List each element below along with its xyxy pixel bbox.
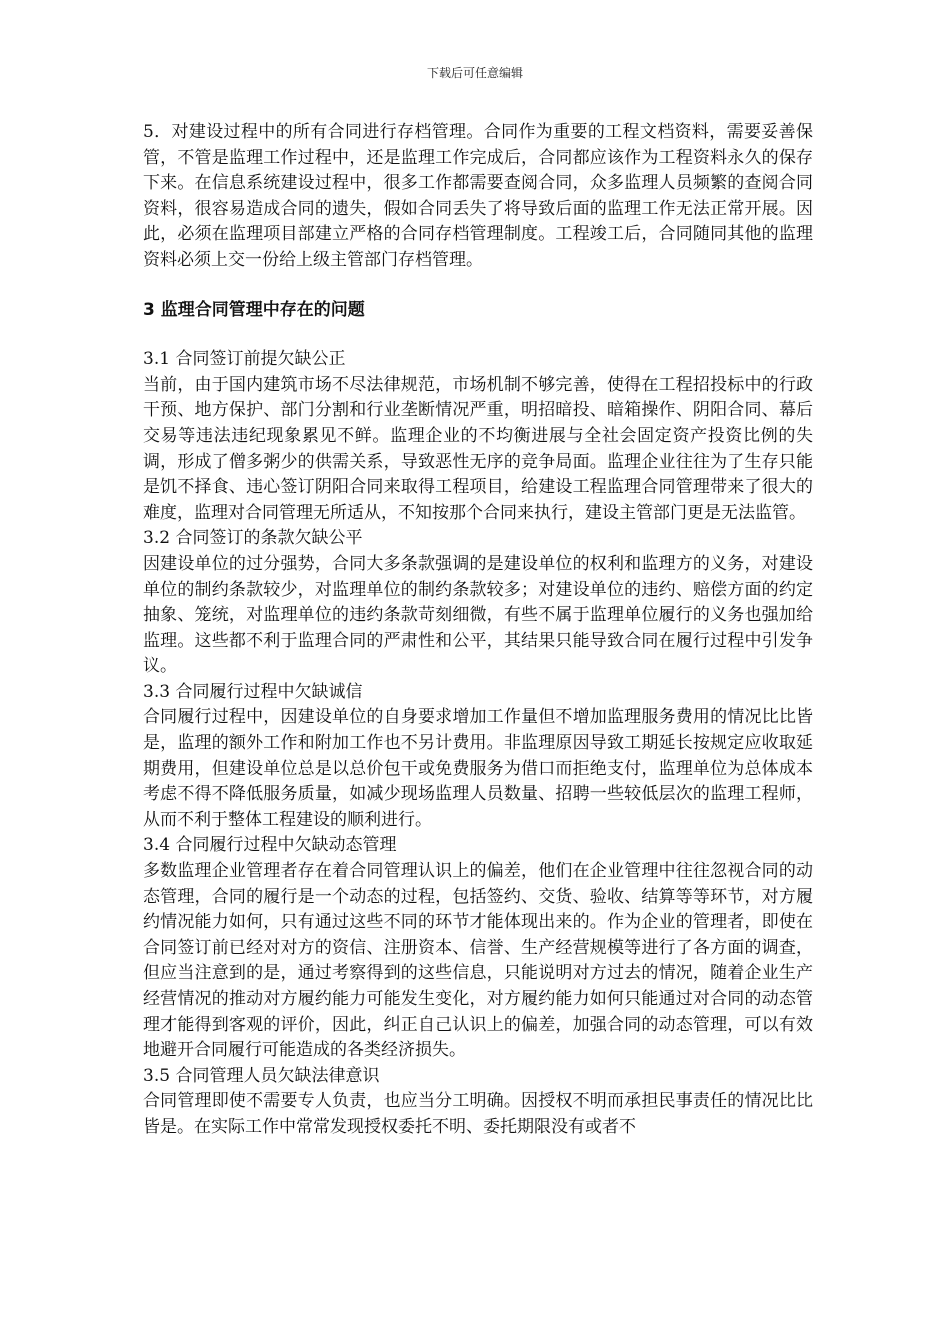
subsection-3-2-body: 因建设单位的过分强势，合同大多条款强调的是建设单位的权利和监理方的义务，对建设单位的制约条款较少，对监理单位的制约条款较多；对建设单位的违约、赔偿方面的约定抽象、笼统，对监理单位的违约条款苛刻细微，有些不属于监理单位履行的义务也强加给监理。这些都不利于监理合同的严肃性和公平，其结果只能导致合同在履行过程中引发争议。 (143, 553, 813, 677)
section-3-heading: 3 监理合同管理中存在的问题 (143, 299, 365, 320)
subsection-3-4-body: 多数监理企业管理者存在着合同管理认识上的偏差，他们在企业管理中往往忽视合同的动态管理，合同的履行是一个动态的过程，包括签约、交货、验收、结算等等环节，对方履约情况能力如何，只有通过这些不同的环节才能体现出来的。作为企业的管理者，即使在合同签订前已经对对方的资信、注册资本、信誉、生产经营规模等进行了各方面的调查，但应当注意到的是，通过考察得到的这些信息，只能说明对方过去的情况，随着企业生产经营情况的推动对方履约能力可能发生变化，对方履约能力如何只能通过对合同的动态管理才能得到客观的评价，因此，纠正自己认识上的偏差，加强合同的动态管理，可以有效地避开合同履行可能造成的各类经济损失。 (143, 861, 813, 1061)
subsection-3-4-title: 3.4 合同履行过程中欠缺动态管理 (143, 835, 397, 856)
subsection-3-1-title: 3.1 合同签订前提欠缺公正 (143, 349, 346, 370)
subsection-3-1-body: 当前，由于国内建筑市场不尽法律规范，市场机制不够完善，使得在工程招投标中的行政干预、地方保护、部门分割和行业垄断情况严重，明招暗投、暗箱操作、阴阳合同、幕后交易等违法违纪现象累见不鲜。监理企业的不均衡进展与全社会固定资产投资比例的失调，形成了僧多粥少的供需关系，导致恶性无序的竞争局面。监理企业往往为了生存只能是饥不择食、违心签订阴阳合同来取得工程项目，给建设工程监理合同管理带来了很大的难度，监理对合同管理无所适从，不知按那个合同来执行，建设主管部门更是无法监管。 (143, 374, 813, 523)
subsection-3-3-body: 合同履行过程中，因建设单位的自身要求增加工作量但不增加监理服务费用的情况比比皆是，监理的额外工作和附加工作也不另计费用。非监理原因导致工期延长按规定应收取延期费用，但建设单位总是以总价包干或免费服务为借口而拒绝支付，监理单位为总体成本考虑不得不降低服务质量，如减少现场监理人员数量、招聘一些较低层次的监理工程师，从而不利于整体工程建设的顺利进行。 (143, 707, 813, 830)
subsection-3-2-title: 3.2 合同签订的条款欠缺公平 (143, 528, 363, 549)
document-body (143, 120, 813, 1141)
paragraph-item-5: 5．对建设过程中的所有合同进行存档管理。合同作为重要的工程文档资料，需要妥善保管，不管是监理工作过程中，还是监理工作完成后，合同都应该作为工程资料永久的保存下来。在信息系统建设过程中，很多工作都需要查阅合同，众多监理人员频繁的查阅合同资料，很容易造成合同的遗失，假如合同丢失了将导致后面的监理工作无法正常开展。因此，必须在监理项目部建立严格的合同存档管理制度。工程竣工后，合同随同其他的监理资料必须上交一份给上级主管部门存档管理。 (143, 122, 813, 270)
page-header: 下载后可任意编辑 (426, 66, 523, 80)
subsection-3-5-body: 合同管理即使不需要专人负责，也应当分工明确。因授权不明而承担民事责任的情况比比皆是。在实际工作中常常发现授权委托不明、委托期限没有或者不 (143, 1091, 813, 1137)
subsection-3-3-title: 3.3 合同履行过程中欠缺诚信 (143, 681, 363, 702)
subsection-3-5-title: 3.5 合同管理人员欠缺法律意识 (143, 1065, 380, 1086)
